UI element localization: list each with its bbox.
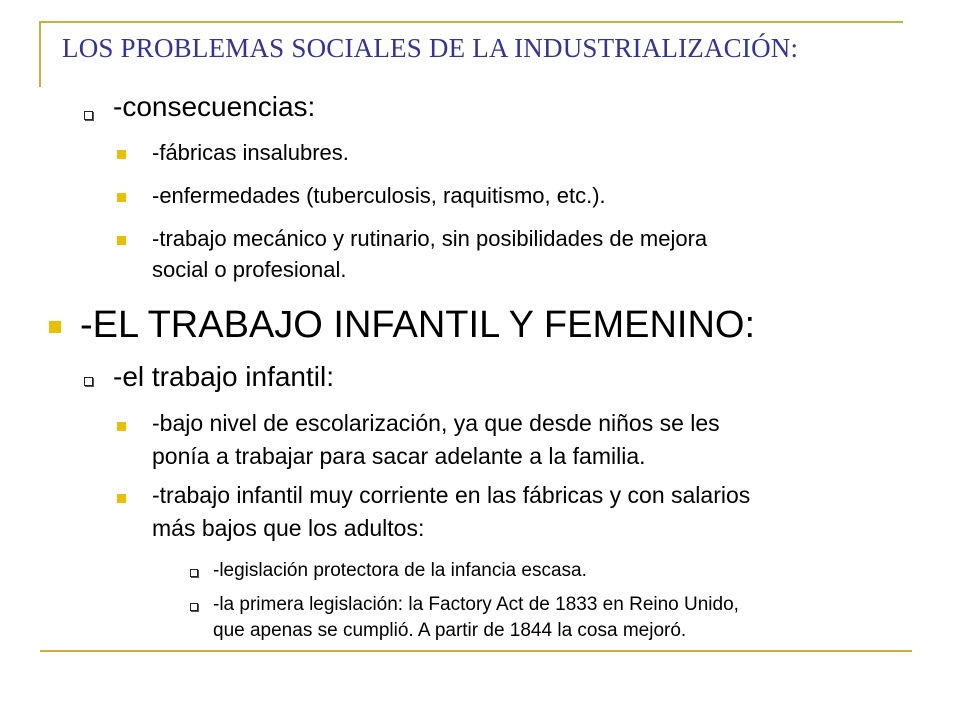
left-divider <box>39 21 41 87</box>
bottom-divider <box>40 650 912 652</box>
sub-list-item-continuation: que apenas se cumplió. A partir de 1844 la cosa mejoró. <box>213 620 687 641</box>
hollow-square-bullet-icon <box>84 377 93 386</box>
list-item: -enfermedades (tuberculosis, raquitismo, etc.). <box>152 183 606 208</box>
top-divider <box>39 21 903 23</box>
list-item-continuation: ponía a trabajar para sacar adelante a la familia. <box>152 443 646 469</box>
square-bullet-icon <box>117 150 126 159</box>
list-item: -bajo nivel de escolarización, ya que desde niños se les <box>152 410 720 436</box>
square-bullet-icon <box>117 422 126 431</box>
consequences-heading: -consecuencias: <box>113 91 316 122</box>
square-bullet-icon <box>117 236 126 245</box>
sub-list-item: -la primera legislación: la Factory Act de 1833 en Reino Unido, <box>213 594 739 615</box>
list-item-continuation: más bajos que los adultos: <box>152 515 425 541</box>
list-item: -trabajo mecánico y rutinario, sin posibilidades de mejora <box>152 226 708 251</box>
square-bullet-icon <box>117 193 126 202</box>
child-labor-heading: -el trabajo infantil: <box>113 361 335 392</box>
square-bullet-icon <box>49 321 61 333</box>
slide-title: LOS PROBLEMAS SOCIALES DE LA INDUSTRIALIZACIÓN: <box>62 33 799 63</box>
list-item-continuation: social o profesional. <box>152 257 347 282</box>
square-bullet-icon <box>117 494 126 503</box>
sub-list-item: -legislación protectora de la infancia escasa. <box>213 560 587 581</box>
list-item: -trabajo infantil muy corriente en las fábricas y con salarios <box>152 482 751 508</box>
hollow-square-bullet-icon <box>84 111 93 120</box>
section-heading: -EL TRABAJO INFANTIL Y FEMENINO: <box>80 304 756 346</box>
hollow-square-bullet-icon <box>190 603 198 611</box>
hollow-square-bullet-icon <box>190 569 198 577</box>
list-item: -fábricas insalubres. <box>152 140 349 165</box>
